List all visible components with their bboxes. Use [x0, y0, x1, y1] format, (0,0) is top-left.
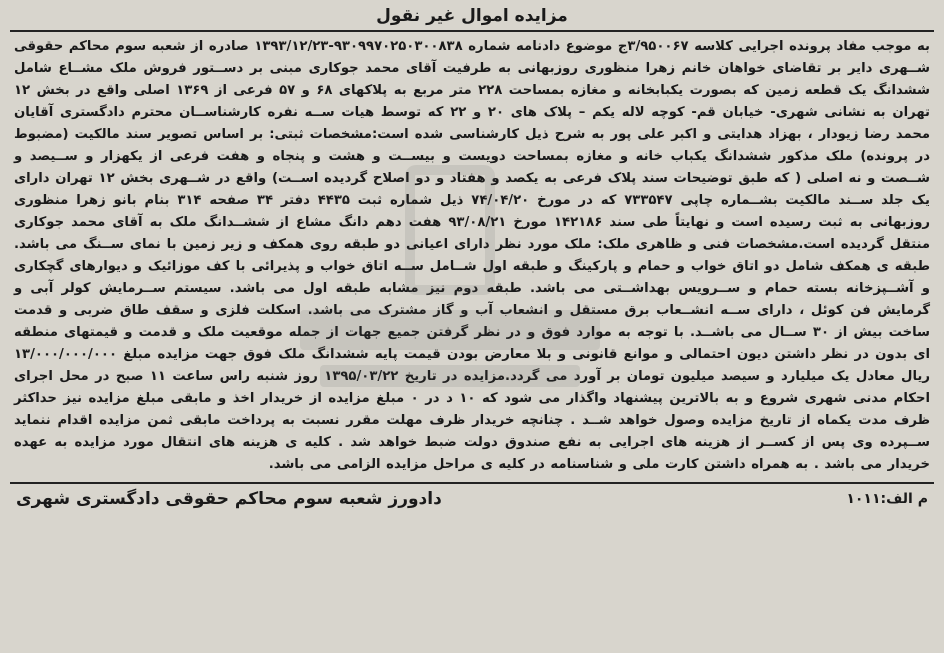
footer-issuer: دادورز شعبه سوم محاکم حقوقی دادگستری شهری	[16, 489, 442, 509]
notice-title: مزایده اموال غیر نقول	[376, 6, 568, 26]
title-divider	[10, 30, 934, 32]
notice-body: به موجب مفاد پرونده اجرایی کلاسه ۳/۹۵۰۰۶۷ج موضوع دادنامه شماره ۹۳۰۹۹۷۰۲۵۰۳۰۰۸۳۸-۱۳۹۳/۱۲/۲۳ صادره از شعبه سوم محاکم حقوقی شــهری دایر بر تقاضای خواهان خانم زهرا منظوری روزبهانی به طرفیت آقای محمد جوکاری مبنی بر دســتور فروش ملک مشــاع شامل ششدانگ یک قطعه زمین که بصورت یکبابخانه و مغازه بمساحت ۲۲۸ متر مربع به پلاکهای ۶۸ و ۵۷ فرعی از ۱۳۶۹ اصلی واقع در بخش ۱۲ تهران به نشانی شهری- خیابان قم- کوچه لاله یکم – پلاک های ۲۰ و ۲۲ که توسط هیات ســه نفره کارشناســان محترم دادگستری آقایان محمد رضا زیودار ، بهزاد هدایتی و اکبر علی پور به شرح ذیل کارشناسی شده است:مشخصات ثبتی: بر اساس تصویر سند مالکیت (مضبوط در پرونده) ملک مذکور ششدانگ یکباب خانه و مغازه بمساحت دویست و بیســت و هشت و پنجاه و هفت فرعی از یکهزار و ســیصد و شــصت و نه اصلی ( که طبق توضیحات سند پلاک فرعی به یکصد و هفتاد و دو اصلاح گردیده اســت) واقع در شــهری بخش ۱۲ تهران دارای یک جلد ســند مالکیت بشــماره چاپی ۷۳۳۵۴۷ که در مورخ ۷۴/۰۴/۲۰ ذیل شماره ثبت ۴۴۳۵ دفتر ۳۴ صفحه ۳۱۴ بنام بانو زهرا منظوری روزبهانی به ثبت رسیده است و نهایتاً طی سند ۱۴۲۱۸۶ مورخ ۹۳/۰۸/۲۱ هفت دهم دانگ مشاع از ششــدانگ ملک به آقای محمد جوکاری منتقل گردیده است.مشخصات فنی و ظاهری ملک: ملک مورد نظر دارای اعیانی دو طبقه روی همکف و زیر زمین با نمای ســنگ می باشد. طبقه ی همکف شامل دو اتاق خواب و حمام و پارکینگ و طبقه اول شــامل ســه اتاق خواب و پذیرائی با کف موزائیک و دیوارهای گچکاری و آشــپزخانه بسته حمام و ســرویس بهداشــتی می باشد. طبقه دوم نیز مشابه طبقه اول می باشد. سیستم ســرمایش کولر آبی و گرمایش فن کوئل ، دارای ســه انشــعاب برق مستقل و انشعاب آب و گاز مشترک می باشد. اسکلت فلزی و سقف طاق ضربی و قدمت ساخت بیش از ۳۰ ســال می باشــد. با توجه به موارد فوق و در نظر گرفتن جمیع جهات از جمله موقعیت ملک و قدمت و قیمتهای منطقه ای بدون در نظر داشتن دیون احتمالی و موانع قانونی و بلا معارض بودن قیمت پایه ششدانگ ملک فوق جهت مزایده مبلغ ۱۳/۰۰۰/۰۰۰/۰۰۰ ریال معادل یک میلیارد و سیصد میلیون تومان بر آورد می گردد.مزایده در تاریخ ۱۳۹۵/۰۳/۲۲ روز شنبه راس ساعت ۱۱ صبح در محل اجرای احکام مدنی شهری شروع و به بالاترین پیشنهاد واگذار می شود که ۱۰ د در ۰ مبلغ مزایده از خریدار اخذ و مابقی مبلغ مزایده نیز حداکثر ظرف مدت یکماه از تاریخ مزایده وصول خواهد شــد . چنانچه خریدار ظرف مهلت مقرر نسبت به پرداخت مابقی ثمن مزایده اقدام ننماید ســپرده وی پس از کســر از هزینه های اجرایی به نفع صندوق دولت ضبط خواهد شد . کلیه ی هزینه های انتقال مورد مزایده به عهده خریدار می باشد . به همراه داشتن کارت ملی و شناسنامه در کلیه ی مراحل مزایده الزامی می باشد.	[14, 39, 931, 472]
footer-divider	[10, 482, 934, 484]
notice-footer	[10, 486, 934, 512]
footer-reference: م الف:۱۰۱۱	[846, 491, 928, 507]
